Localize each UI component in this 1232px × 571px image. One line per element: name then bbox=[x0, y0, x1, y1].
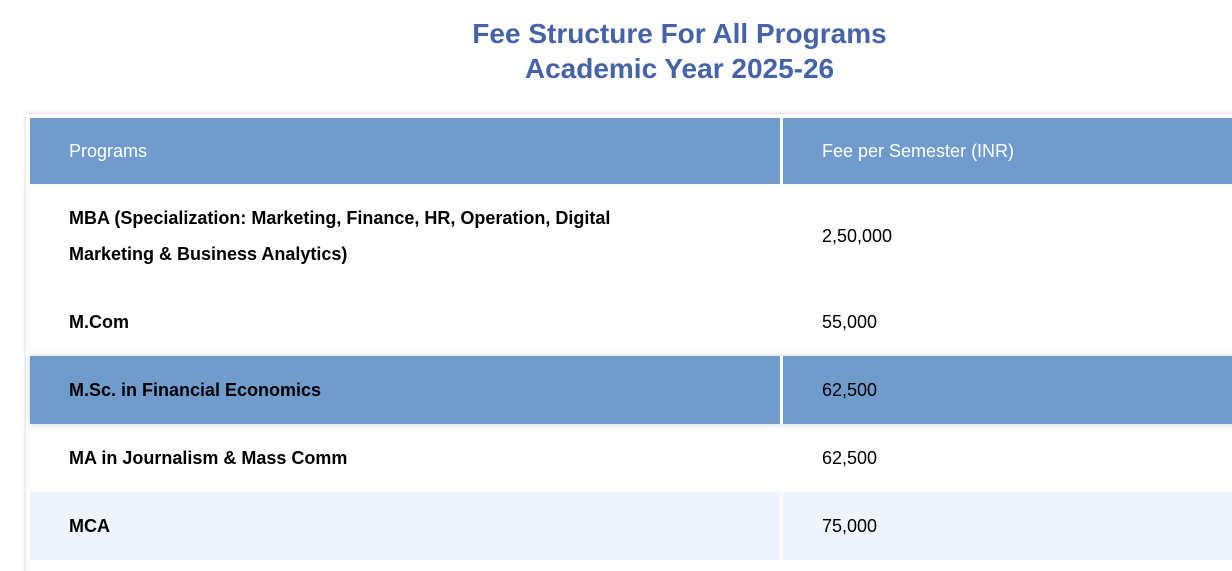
fee-cell: 2,50,000 bbox=[822, 226, 893, 246]
fee-cell: 75,000 bbox=[783, 492, 1232, 560]
header-programs: Programs bbox=[30, 118, 783, 184]
table-row-highlighted bbox=[30, 356, 1232, 424]
program-cell: MA in Journalism & Mass Comm bbox=[69, 447, 348, 468]
heading-subtitle: Academic Year 2025-26 bbox=[524, 53, 835, 84]
table-header-row bbox=[30, 118, 1232, 184]
program-cell: M.Sc. in Financial Economics bbox=[30, 356, 783, 424]
fee-cell: 55,000 bbox=[822, 311, 878, 332]
heading-title: Fee Structure For All Programs bbox=[472, 18, 887, 49]
fee-cell: 62,500 bbox=[783, 356, 1232, 424]
header-fee: Fee per Semester (INR) bbox=[783, 118, 1232, 184]
program-cell bbox=[30, 184, 783, 288]
table-row bbox=[30, 288, 1232, 356]
page-heading bbox=[0, 16, 1232, 86]
program-cell: M.Com bbox=[69, 311, 129, 332]
fee-table-card bbox=[26, 114, 1232, 571]
program-cell: MCA bbox=[30, 492, 783, 560]
table-row bbox=[30, 424, 1232, 492]
fee-table bbox=[30, 118, 1232, 560]
fee-cell: 62,500 bbox=[822, 447, 878, 468]
table-row bbox=[30, 492, 1232, 560]
program-name: MBA (Specialization: Marketing, Finance, HR, Operation, Digital Marketing & Business Analytics) bbox=[69, 208, 611, 264]
table-row bbox=[30, 184, 1232, 288]
